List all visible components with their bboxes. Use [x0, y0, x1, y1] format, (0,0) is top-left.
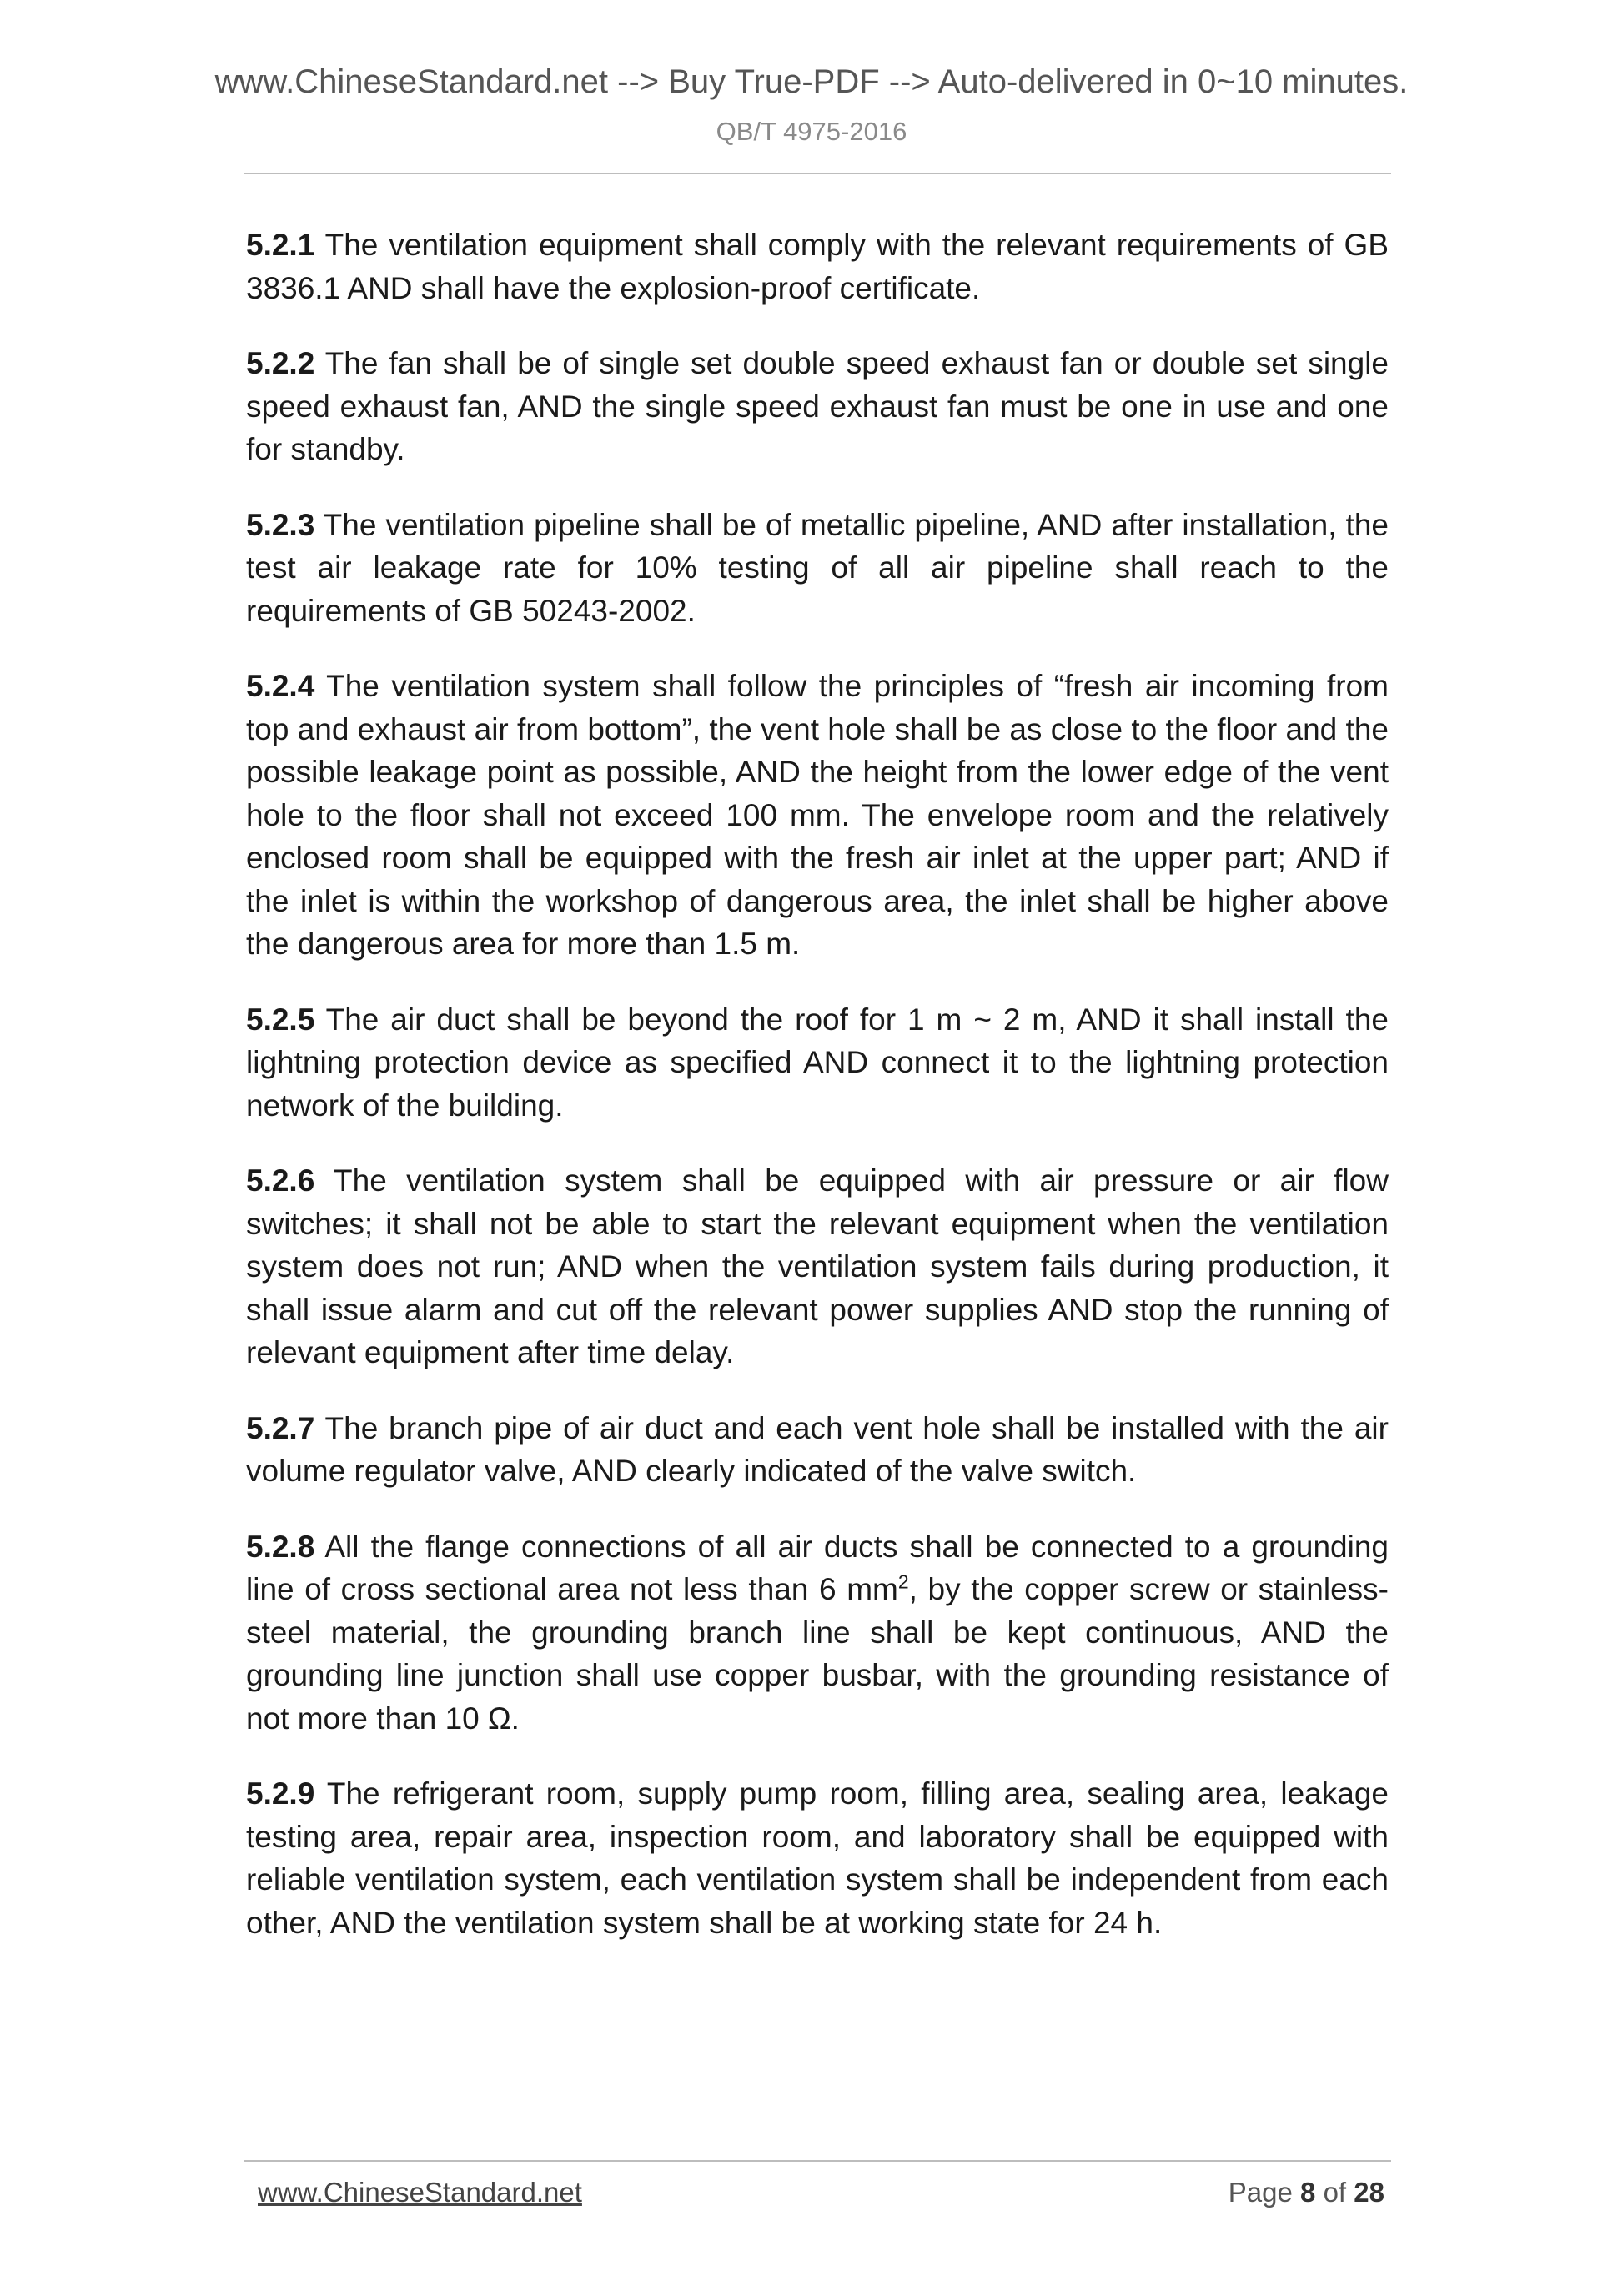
clause-text: The fan shall be of single set double speed exhaust fan or double set single speed exhaust fan, AND the single speed exhaust fan must be one in use and one for standby. — [246, 346, 1389, 466]
clause-number: 5.2.6 — [246, 1163, 315, 1198]
clause-text: The ventilation pipeline shall be of metallic pipeline, AND after installation, the test air leakage rate for 10% testing of all air pipeline shall reach to the requirements of GB 50243-2002. — [246, 507, 1389, 628]
document-id: QB/T 4975-2016 — [716, 117, 907, 146]
clause-5-2-7 — [246, 1407, 1389, 1493]
clause-text: All the flange connections of all air ducts shall be connected to a grounding line of cross sectional area not less than 6 mm — [246, 1529, 1389, 1606]
clause-text: The branch pipe of air duct and each vent hole shall be installed with the air volume regulator valve, AND clearly indicated of the valve switch. — [246, 1410, 1389, 1488]
clause-number: 5.2.3 — [246, 507, 315, 542]
clause-text: The ventilation system shall follow the principles of “fresh air incoming from top and exhaust air from bottom”, the vent hole shall be as close to the floor and the possible leakage point as possible, AND the height from the lower edge of the vent hole to the floor shall not exceed 100 mm. The envelope room and the relatively enclosed room shall be equipped with the fresh air inlet at the upper part; AND if the inlet is within the workshop of dangerous area, the inlet shall be higher above the dangerous area for more than 1.5 m. — [246, 669, 1389, 961]
clause-number: 5.2.1 — [246, 228, 315, 262]
clause-number: 5.2.5 — [246, 1002, 315, 1037]
footer-site-link[interactable]: www.ChineseStandard.net — [258, 2177, 582, 2208]
clause-text: The refrigerant room, supply pump room, filling area, sealing area, leakage testing area, repair area, inspection room, and laboratory shall be equipped with reliable ventilation system, each ventilation system shall be independent from each other, AND the ventilation system shall be at working state for 24 h. — [246, 1776, 1389, 1940]
clause-number: 5.2.4 — [246, 669, 315, 703]
clause-number: 5.2.9 — [246, 1776, 315, 1811]
clause-5-2-2 — [246, 342, 1389, 471]
header-banner: www.ChineseStandard.net --> Buy True-PDF --> Auto-delivered in 0~10 minutes. — [214, 63, 1409, 100]
clause-number: 5.2.8 — [246, 1529, 315, 1564]
clause-5-2-3 — [246, 504, 1389, 633]
superscript: 2 — [897, 1570, 909, 1593]
clause-5-2-8 — [246, 1525, 1389, 1741]
of-word: of — [1323, 2177, 1347, 2208]
clause-5-2-9 — [246, 1772, 1389, 1944]
total-pages: 28 — [1354, 2177, 1384, 2208]
clause-5-2-5 — [246, 998, 1389, 1128]
footer-divider — [244, 2160, 1391, 2162]
clause-text: The ventilation equipment shall comply with the relevant requirements of GB 3836.1 AND shall have the explosion-proof certificate. — [246, 228, 1389, 305]
page-indicator — [1229, 2177, 1384, 2208]
clause-text: The ventilation system shall be equipped with air pressure or air flow switches; it shall not be able to start the relevant equipment when the ventilation system does not run; AND when the ventilation system fails during production, it shall issue alarm and cut off the relevant power supplies AND stop the running of relevant equipment after time delay. — [246, 1163, 1389, 1369]
page-word: Page — [1228, 2177, 1293, 2208]
clause-number: 5.2.7 — [246, 1410, 315, 1445]
clause-number: 5.2.2 — [246, 346, 315, 380]
clause-5-2-6 — [246, 1159, 1389, 1374]
document-body — [246, 224, 1389, 1977]
clause-text: The air duct shall be beyond the roof for 1 m ~ 2 m, AND it shall install the lightning protection device as specified AND connect it to the lightning protection network of the building. — [246, 1002, 1389, 1123]
clause-5-2-4 — [246, 665, 1389, 966]
current-page: 8 — [1300, 2177, 1316, 2208]
header-divider — [244, 173, 1391, 174]
clause-5-2-1 — [246, 224, 1389, 309]
clause-text-continued: , by the copper screw or stainless-steel material, the grounding branch line shall be kept continuous, AND the grounding line junction shall use copper busbar, with the grounding resistance of not more than 10 Ω. — [246, 1572, 1389, 1736]
